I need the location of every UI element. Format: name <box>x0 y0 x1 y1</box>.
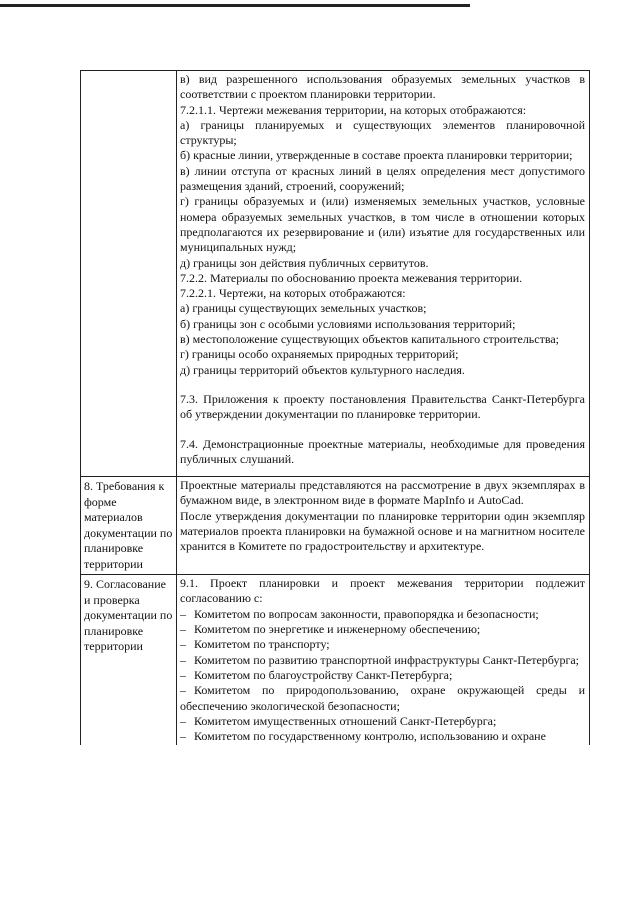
line-g2: г) границы особо охраняемых природных территорий; <box>180 347 459 362</box>
dash-marker: – <box>180 729 186 744</box>
dash-marker: – <box>180 606 186 621</box>
line-d2: д) границы территорий объектов культурного наследия. <box>180 362 465 377</box>
dash-marker: – <box>180 637 186 652</box>
table-row-8 <box>80 476 590 574</box>
row-7-label <box>81 71 177 476</box>
list-item: – Комитетом по вопросам законности, правопорядка и безопасности; <box>180 606 539 621</box>
row-9-label: 9. Согласование и проверка документации по планировке территории <box>81 575 177 745</box>
row-9-content <box>177 575 589 745</box>
list-item: – Комитетом по энергетике и инженерному обеспечению; <box>180 622 481 637</box>
paragraph-7-3: 7.3. Приложения к проекту постановления Правительства Санкт-Петербурга об утверждении документации по планировке территории. <box>180 391 585 422</box>
line-d: д) границы зон действия публичных сервитутов. <box>180 255 429 270</box>
row-7-content <box>177 71 589 476</box>
list-item: – Комитетом по государственному контролю, использованию и охране <box>180 729 546 744</box>
line-g: г) границы образуемых и (или) изменяемых земельных участков, условные номера образуемых земельных участков, в том числе в отношении которых предполагаются их резервирование и (или) изъятие для государственных или муниципальных нужд; <box>180 194 585 255</box>
row-8-paragraph-2: После утверждения документации по планировке территории один экземпляр материалов проекта планировки на бумажной основе и на магнитном носителе хранится в Комитете по градостроительству и архитектуре. <box>180 508 585 554</box>
document-table <box>80 70 590 745</box>
list-item: – Комитетом по транспорту; <box>180 637 330 652</box>
dash-marker: – <box>180 667 186 682</box>
line-722: 7.2.2. Материалы по обоснованию проекта межевания территории. <box>180 270 523 285</box>
line-b2: б) границы зон с особыми условиями использования территорий; <box>180 316 516 331</box>
row-8-content <box>177 477 589 574</box>
dash-marker: – <box>180 713 186 728</box>
line-a: а) границы планируемых и существующих элементов планировочной структуры; <box>180 117 585 148</box>
line-a2: а) границы существующих земельных участков; <box>180 301 427 316</box>
list-item: – Комитетом по благоустройству Санкт-Петербурга; <box>180 667 453 682</box>
table-row-7 <box>80 70 590 476</box>
line-v2: в) местоположение существующих объектов капитального строительства; <box>180 332 560 347</box>
list-item: – Комитетом по развитию транспортной инфраструктуры Санкт-Петербурга; <box>180 652 580 667</box>
table-row-9 <box>80 574 590 745</box>
line-v-vid: в) вид разрешенного использования образуемых земельных участков в соответствии с проектом планировки территории. <box>180 72 585 102</box>
paragraph-7-4: 7.4. Демонстрационные проектные материалы, необходимые для проведения публичных слушаний. <box>180 436 585 466</box>
dash-marker: – <box>180 622 186 637</box>
line-7221: 7.2.2.1. Чертежи, на которых отображаются: <box>180 286 406 301</box>
row-9-intro: 9.1. Проект планировки и проект межевания территории подлежит согласованию с: <box>180 576 585 606</box>
top-rule <box>0 4 470 7</box>
dash-marker: – <box>180 683 186 698</box>
dash-marker: – <box>180 652 186 667</box>
list-item: – Комитетом по природопользованию, охране окружающей среды и обеспечению экологической безопасности; <box>180 683 585 713</box>
row-8-paragraph-1: Проектные материалы представляются на рассмотрение в двух экземплярах в бумажном виде, в электронном виде в формате MapInfo и AutoCad. <box>180 478 585 508</box>
line-7211: 7.2.1.1. Чертежи межевания территории, на которых отображаются: <box>180 102 527 117</box>
line-v: в) линии отступа от красных линий в целях определения мест допустимого размещения зданий, строений, сооружений; <box>180 163 585 194</box>
row-8-label: 8. Требования к форме материалов документации по планировке территории <box>81 477 177 574</box>
line-b: б) красные линии, утвержденные в составе проекта планировки территории; <box>180 148 573 163</box>
list-item: – Комитетом имущественных отношений Санкт-Петербурга; <box>180 713 497 728</box>
